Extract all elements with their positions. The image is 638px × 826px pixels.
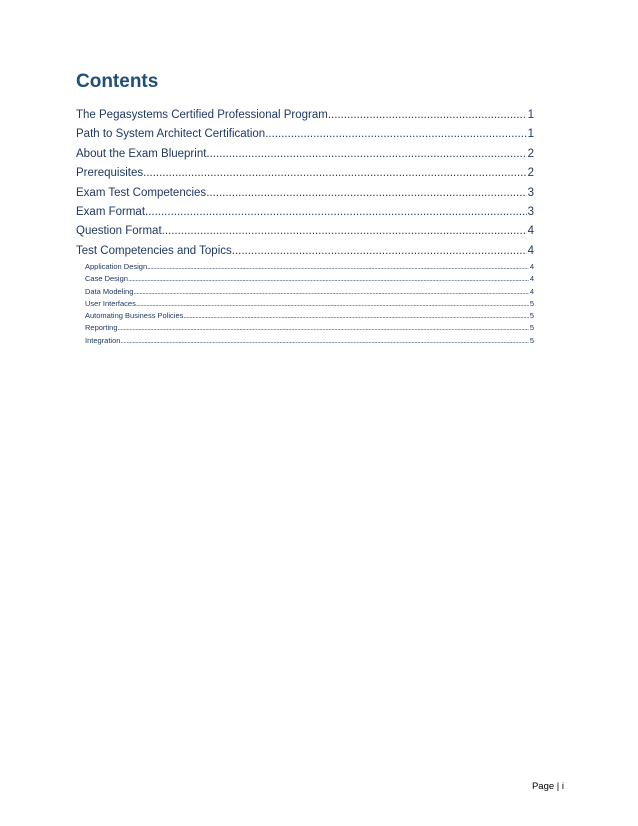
dot-leader [183,310,528,322]
toc-subentry-integration[interactable] [76,335,534,347]
toc-entry-label: Application Design [85,262,148,272]
page-footer-number: Page | i [531,781,564,792]
dot-leader [162,222,527,241]
toc-subentry-automating-business-policies[interactable] [76,310,534,322]
toc-entry-page: 5 [529,335,534,345]
toc-entry-page: 5 [529,323,534,333]
dot-leader [145,203,527,222]
toc-entry-label: Case Design [85,274,128,284]
toc-entry-label: About the Exam Blueprint [76,147,207,160]
dot-leader [143,164,526,183]
toc-entry-pegasystems-program[interactable] [76,106,534,125]
toc-entry-label: Prerequisites [76,167,144,180]
toc-entry-page: 5 [529,298,534,308]
dot-leader [118,322,529,334]
toc-entry-label: Data Modeling [85,286,134,296]
toc-entry-label: Path to System Architect Certification [76,128,266,141]
toc-entry-page: 2 [527,167,534,180]
dot-leader [120,335,528,347]
toc-entry-page: 3 [527,186,534,199]
toc-entry-test-competencies-topics[interactable] [76,242,534,261]
dot-leader [232,242,527,261]
toc-entry-label: Reporting [85,323,118,333]
toc-entry-exam-format[interactable] [76,203,534,222]
toc-entry-exam-test-competencies[interactable] [76,184,534,203]
toc-subentry-reporting[interactable] [76,322,534,334]
dot-leader [136,298,529,310]
toc-entry-page: 4 [529,274,534,284]
dot-leader [133,286,528,298]
toc-title: Contents [76,71,159,92]
toc-subentry-data-modeling[interactable] [76,286,534,298]
toc-entry-page: 4 [527,225,534,238]
toc-entry-page: 1 [527,128,534,141]
toc-entry-label: Question Format [76,225,162,238]
toc-entry-path-to-certification[interactable] [76,125,534,144]
toc-entry-label: Exam Test Competencies [76,186,207,199]
toc-entry-page: 5 [529,311,534,321]
toc-entry-label: User Interfaces [85,298,136,308]
toc-entry-label: The Pegasystems Certified Professional Program [76,109,328,121]
toc-entry-label: Exam Format [76,205,146,218]
toc-entry-exam-blueprint[interactable] [76,145,534,164]
toc-entry-page: 4 [529,286,534,296]
dot-leader [147,261,529,273]
dot-leader [328,106,527,125]
toc-entry-question-format[interactable] [76,222,534,241]
toc-subentry-user-interfaces[interactable] [76,298,534,310]
toc-entry-label: Automating Business Policies [85,311,184,321]
dot-leader [128,273,529,285]
dot-leader [265,125,526,144]
dot-leader [206,184,526,203]
toc-entry-page: 4 [529,262,534,272]
toc-entry-label: Integration [85,335,121,345]
toc-entry-page: 3 [527,205,534,218]
toc-subentry-application-design[interactable] [76,261,534,273]
toc-entry-page: 2 [527,147,534,160]
dot-leader [206,145,526,164]
toc-entry-page: 1 [527,109,534,121]
toc-subentry-case-design[interactable] [76,273,534,285]
toc-entry-page: 4 [527,244,534,257]
toc-entry-label: Test Competencies and Topics [76,244,232,257]
toc-entry-prerequisites[interactable] [76,164,534,183]
table-of-contents [76,106,534,347]
